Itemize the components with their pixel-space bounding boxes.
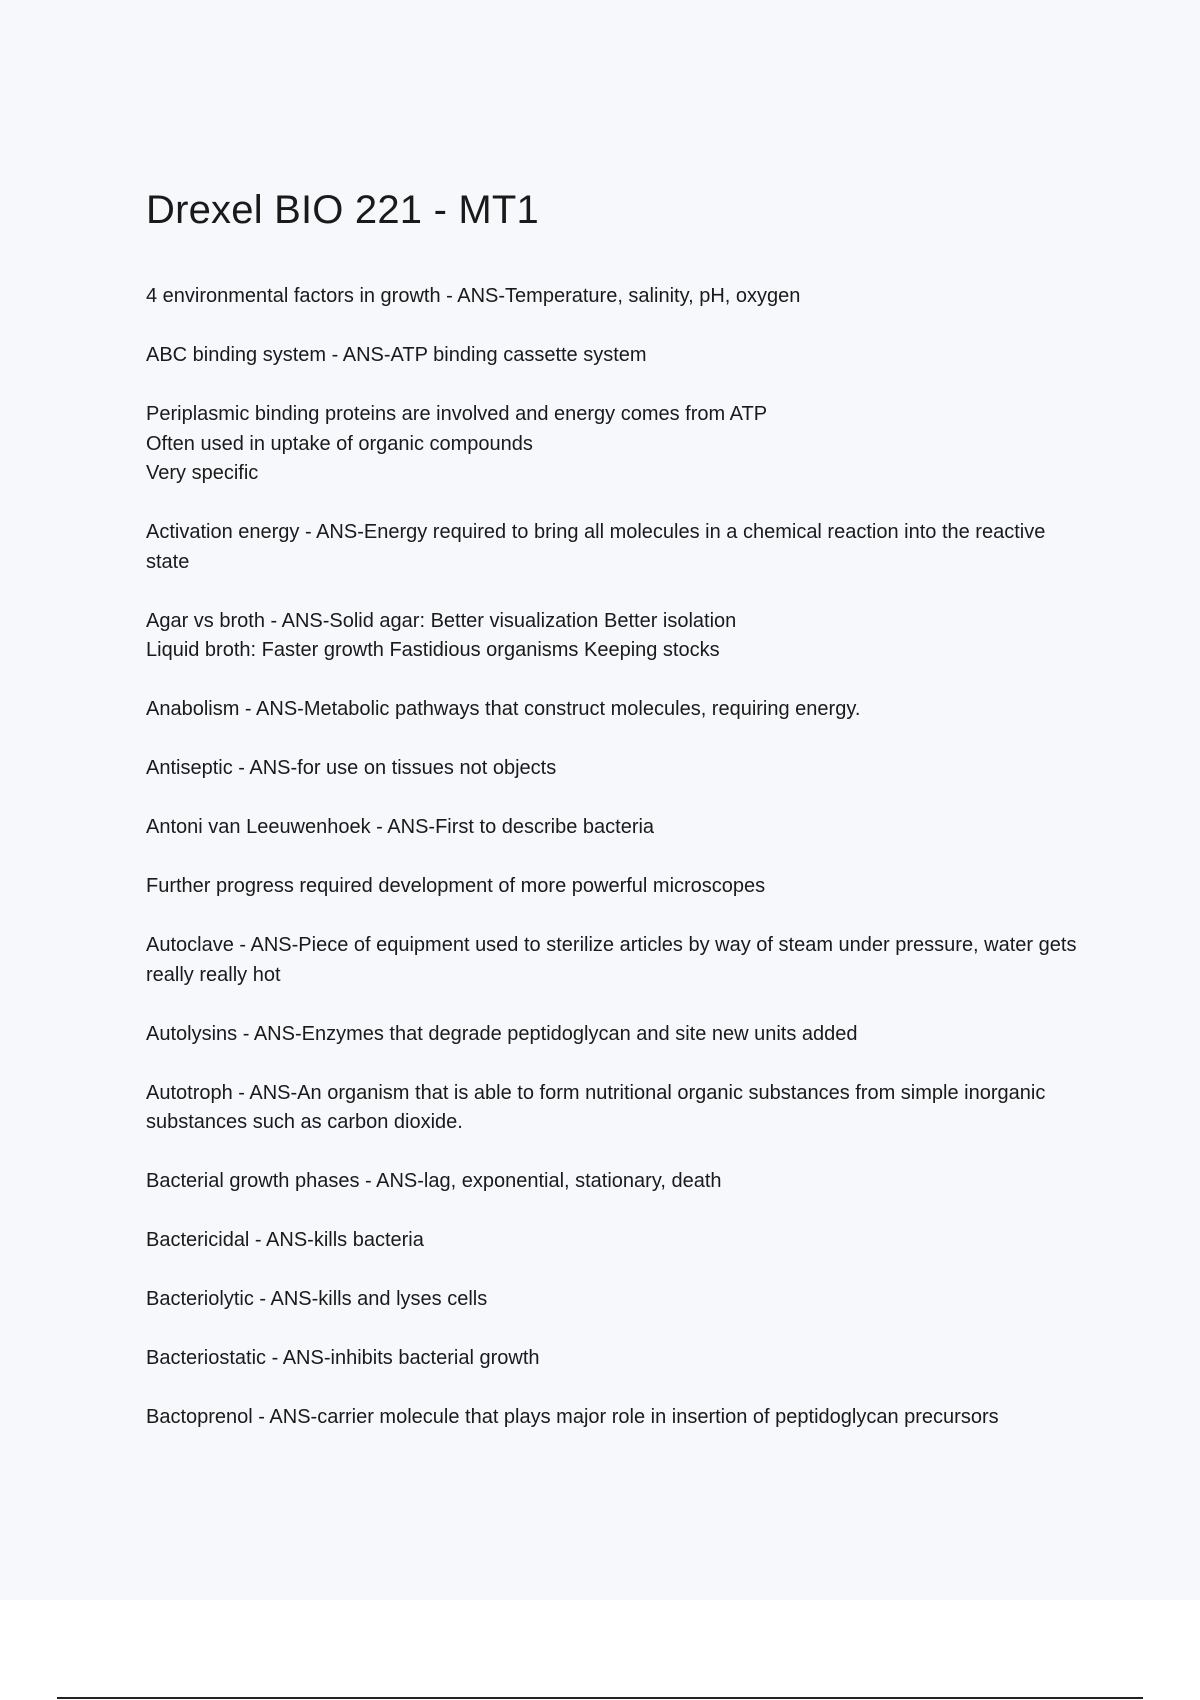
flashcard-entry: Bacterial growth phases - ANS-lag, exponential, stationary, death: [146, 1170, 722, 1192]
flashcard-entry: Activation energy - ANS-Energy required to bring all molecules in a chemical reaction into the reactive state: [146, 521, 1051, 573]
bottom-divider: [57, 1697, 1143, 1699]
flashcard-entry: Bacteriostatic - ANS-inhibits bacterial growth: [146, 1347, 540, 1369]
flashcard-entry: ABC binding system - ANS-ATP binding cassette system: [146, 344, 647, 366]
flashcard-entry: Autotroph - ANS-An organism that is able to form nutritional organic substances from simple inorganic substances such as carbon dioxide.: [146, 1081, 1051, 1133]
flashcard-entry: Antiseptic - ANS-for use on tissues not objects: [146, 757, 557, 779]
flashcard-entry: Further progress required development of more powerful microscopes: [146, 875, 766, 897]
document-content: [146, 182, 1086, 1462]
flashcard-entry: Antoni van Leeuwenhoek - ANS-First to describe bacteria: [146, 816, 655, 838]
flashcard-entry: Agar vs broth - ANS-Solid agar: Better visualization Better isolation Liquid broth: Faster growth Fastidious organisms Keeping stocks: [146, 609, 737, 661]
document-title: Drexel BIO 221 - MT1: [146, 188, 540, 232]
flashcard-entry: Autoclave - ANS-Piece of equipment used to sterilize articles by way of steam under pressure, water gets really really hot: [146, 934, 1083, 986]
flashcard-list: [146, 282, 1086, 1433]
flashcard-entry: Bactericidal - ANS-kills bacteria: [146, 1229, 424, 1251]
flashcard-entry: 4 environmental factors in growth - ANS-Temperature, salinity, pH, oxygen: [146, 285, 801, 307]
flashcard-entry: Bacteriolytic - ANS-kills and lyses cells: [146, 1288, 488, 1310]
flashcard-entry: Autolysins - ANS-Enzymes that degrade peptidoglycan and site new units added: [146, 1022, 858, 1045]
flashcard-entry: Anabolism - ANS-Metabolic pathways that construct molecules, requiring energy.: [146, 698, 861, 720]
flashcard-entry: Periplasmic binding proteins are involved and energy comes from ATP Often used in uptake of organic compounds Very specific: [146, 403, 768, 484]
flashcard-entry: Bactoprenol - ANS-carrier molecule that plays major role in insertion of peptidoglycan precursors: [146, 1406, 999, 1428]
